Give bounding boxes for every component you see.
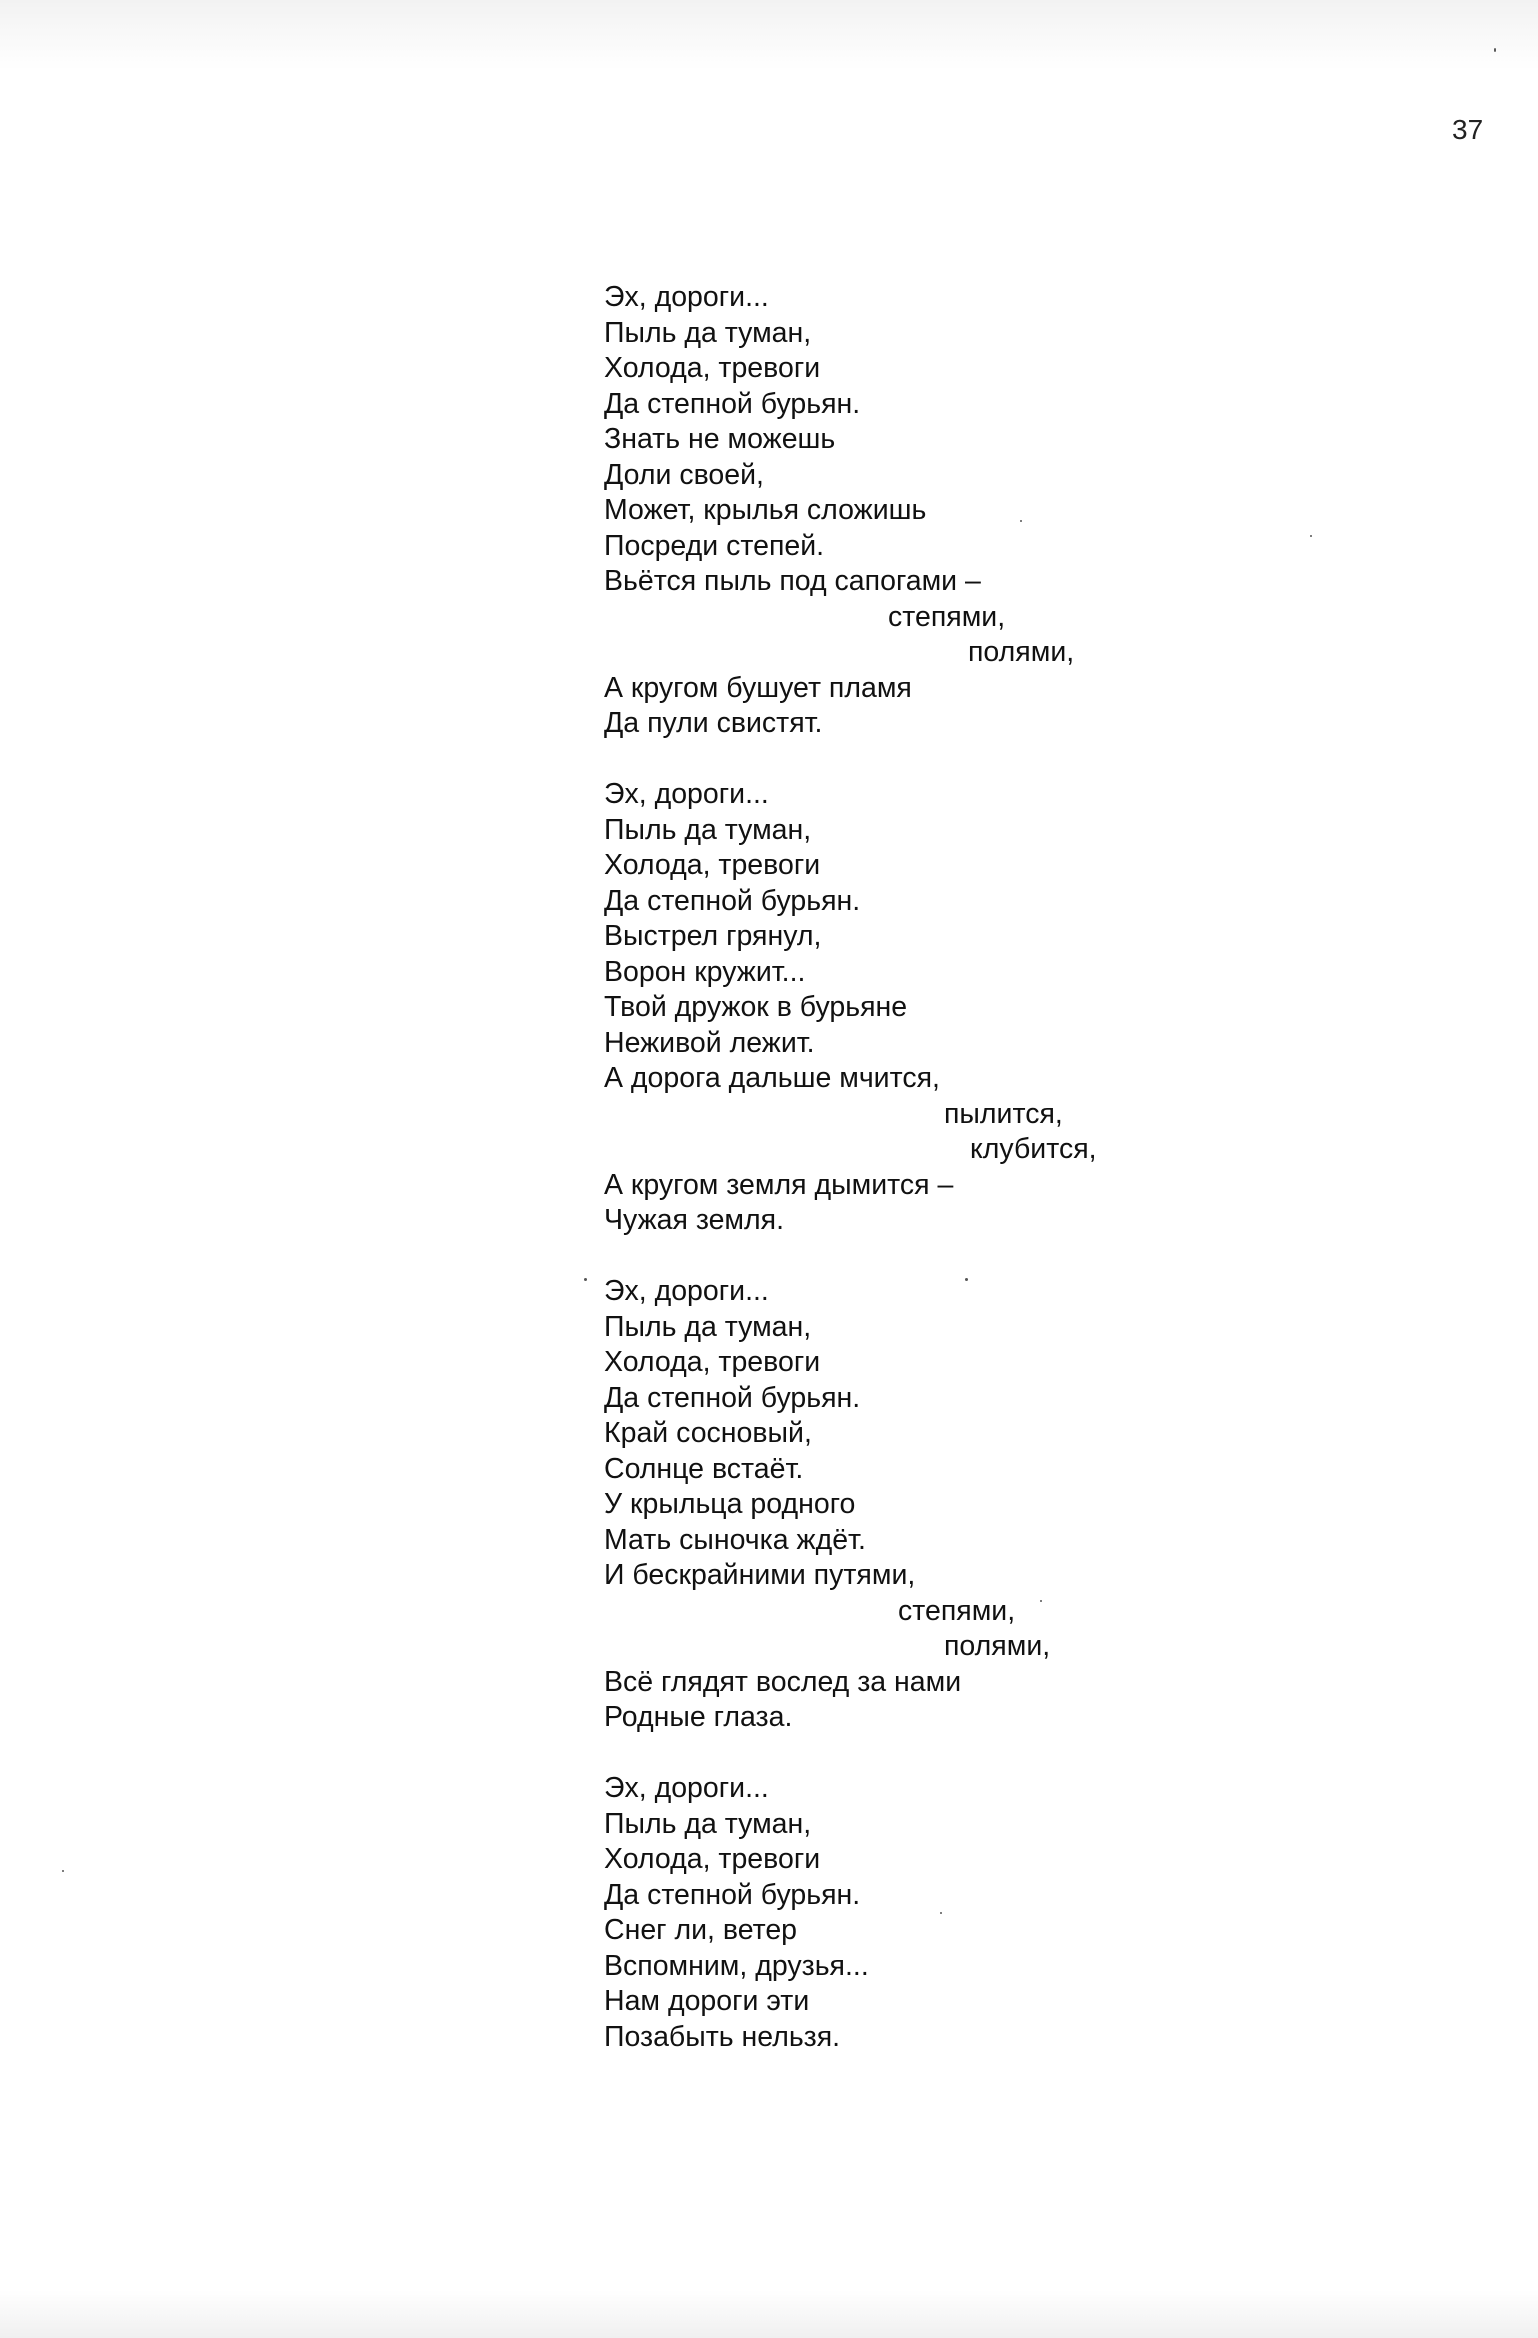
poem-line: А кругом бушует пламя [604,671,912,704]
stanza-4 [604,1771,1164,2055]
poem-line-indented: полями, [968,636,1075,668]
scan-speck [965,1278,968,1281]
stanza-3 [604,1274,1164,1736]
poem-line: Да пули свистят. [604,707,823,739]
poem-line: Солнце встаёт. [604,1452,804,1485]
poem-line: Неживой лежит. [604,1026,815,1059]
poem-line: А дорога дальше мчится, [604,1062,940,1094]
poem-line: Твой дружок в бурьяне [604,991,908,1023]
poem-line: Чужая земля. [604,1204,785,1236]
scan-speck [940,1912,942,1914]
poem-line: Родные глаза. [604,1701,793,1733]
poem-line: Выстрел грянул, [604,920,822,952]
poem-line: И бескрайними путями, [604,1559,916,1591]
poem-line: Может, крылья сложишь [604,494,927,526]
poem-line-indented: степями, [888,600,1006,633]
stanza-1 [604,280,1164,742]
poem-line: Знать не можешь [604,423,836,455]
poem-line-indented: степями, [898,1594,1016,1627]
poem-line: Холода, тревоги [604,1843,821,1875]
poem-line: Эх, дороги... [604,1275,769,1307]
scan-speck [1310,535,1312,537]
poem-line: Мать сыночка ждёт. [604,1523,866,1556]
poem-line: Доли своей, [604,458,764,491]
poem-line: А кругом земля дымится – [604,1168,954,1201]
poem-line: Пыль да туман, [604,1310,812,1343]
poem-line: Край сосновый, [604,1417,812,1449]
scan-speck [62,1870,64,1872]
poem-line-indented: полями, [944,1630,1051,1662]
poem-line: Эх, дороги... [604,778,769,810]
poem-line: Эх, дороги... [604,1772,769,1804]
poem-line: Да степной бурьян. [604,387,861,420]
stanza-2 [604,777,1164,1239]
poem-line: Вьётся пыль под сапогами – [604,565,981,597]
scan-speck [1040,1600,1042,1602]
poem-line-indented: клубится, [970,1133,1097,1165]
poem-line: Да степной бурьян. [604,884,861,917]
scan-speck [1020,520,1022,522]
poem-line: Ворон кружит... [604,955,806,988]
poem [604,280,1164,2055]
poem-line: Позабыть нельзя. [604,2020,841,2053]
poem-line: Пыль да туман, [604,316,812,349]
poem-line: Холода, тревоги [604,1346,821,1378]
page-number: 37 [1452,114,1484,145]
poem-line: Вспомним, друзья... [604,1949,869,1982]
scan-speck [584,1278,587,1281]
poem-line: У крыльца родного [604,1488,856,1520]
poem-line: Да степной бурьян. [604,1878,861,1911]
poem-line: Снег ли, ветер [604,1914,798,1946]
poem-line: Да степной бурьян. [604,1381,861,1414]
poem-line: Холода, тревоги [604,849,821,881]
poem-line: Холода, тревоги [604,352,821,384]
poem-line-indented: пылится, [944,1097,1063,1130]
poem-line: Пыль да туман, [604,813,812,846]
scan-speck [1494,48,1496,52]
poem-line: Пыль да туман, [604,1807,812,1840]
poem-line: Всё глядят вослед за нами [604,1665,962,1698]
poem-line: Эх, дороги... [604,281,769,313]
poem-line: Посреди степей. [604,529,825,562]
poem-line: Нам дороги эти [604,1985,810,2017]
